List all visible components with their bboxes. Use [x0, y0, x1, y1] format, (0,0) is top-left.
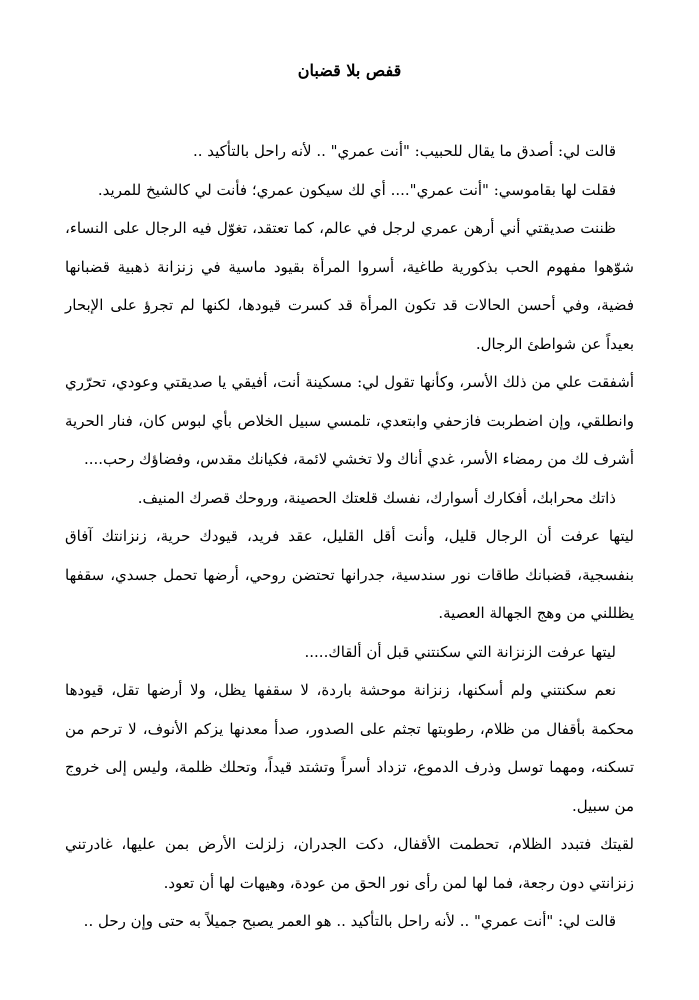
- paragraph-3: ظننت صديقتي أني أرهن عمري لرجل في عالم، كما تعتقد، تغوّل فيه الرجال على النساء، شوّهوا مفهوم الحب بذكورية طاغية، أسروا المرأة بقيود ماسية في زنزانة ذهبية قضبانها فضية، وفي أحسن الحالات قد تكون المرأة قد كسرت قيودها، لكنها لم تجرؤ على الإبحار بعيداً عن شواطئ الرجال.: [65, 219, 634, 353]
- paragraph-4: أشفقت علي من ذلك الأسر، وكأنها تقول لي: مسكينة أنت، أفيقي يا صديقتي وعودي، تحرّري وانطلقي، وإن اضطربت فازحفي وابتعدي، تلمسي سبيل الخلاص بأي لبوس كان، فنار الحرية أشرف لك من رمضاء الأسر، غدي أناك ولا تخشي لائمة، فكيانك مقدس، وفضاؤك رحب....: [65, 373, 634, 468]
- paragraph-8: نعم سكنتني ولم أسكنها، زنزانة موحشة باردة، لا سقفها يظل، ولا أرضها تقل، قيودها محكمة بأقفال من ظلام، رطوبتها تجثم على الصدور، صدأ معدنها يزكم الأنوف، لا ترحم من تسكنه، ومهما توسل وذرف الدموع، تزداد أسراً وتشتد قيداً، وتحلك ظلمة، وليس إلى خروج من سبيل.: [65, 681, 634, 815]
- paragraph-7: ليتها عرفت الزنزانة التي سكنتني قبل أن ألقاك.....: [304, 642, 616, 661]
- paragraph-5: ذاتك محرابك، أفكارك أسوارك، نفسك قلعتك الحصينة، وروحك قصرك المنيف.: [137, 488, 616, 507]
- paragraph-6: ليتها عرفت أن الرجال قليل، وأنت أقل القليل، عقد فريد، قيودك حرية، زنزانتك آفاق بنفسجية، قضبانك طاقات نور سندسية، جدرانها تحتضن روحي، أرضها تحمل جسدي، سقفها يظللني من وهج الجهالة العصية.: [65, 527, 634, 622]
- page-title: قفص بلا قضبان: [297, 61, 402, 80]
- paragraph-2: فقلت لها بقاموسي: "أنت عمري".... أي لك سيكون عمري؛ فأنت لي كالشيخ للمريد.: [97, 180, 616, 199]
- paragraph-9: لقيتك فتبدد الظلام، تحطمت الأقفال، دكت الجدران، زلزلت الأرض بمن عليها، غادرتني زنزانتي دون رجعة، فما لها لمن رأى نور الحق من عودة، وهيهات لها أن تعود.: [65, 835, 634, 892]
- paragraph-1: قالت لي: أصدق ما يقال للحبيب: "أنت عمري" .. لأنه راحل بالتأكيد ..: [192, 142, 616, 160]
- paragraph-10: قالت لي: "أنت عمري" .. لأنه راحل بالتأكيد .. هو العمر يصبح جميلاً به حتى وإن رحل ..: [83, 912, 616, 930]
- document-body: [65, 132, 634, 941]
